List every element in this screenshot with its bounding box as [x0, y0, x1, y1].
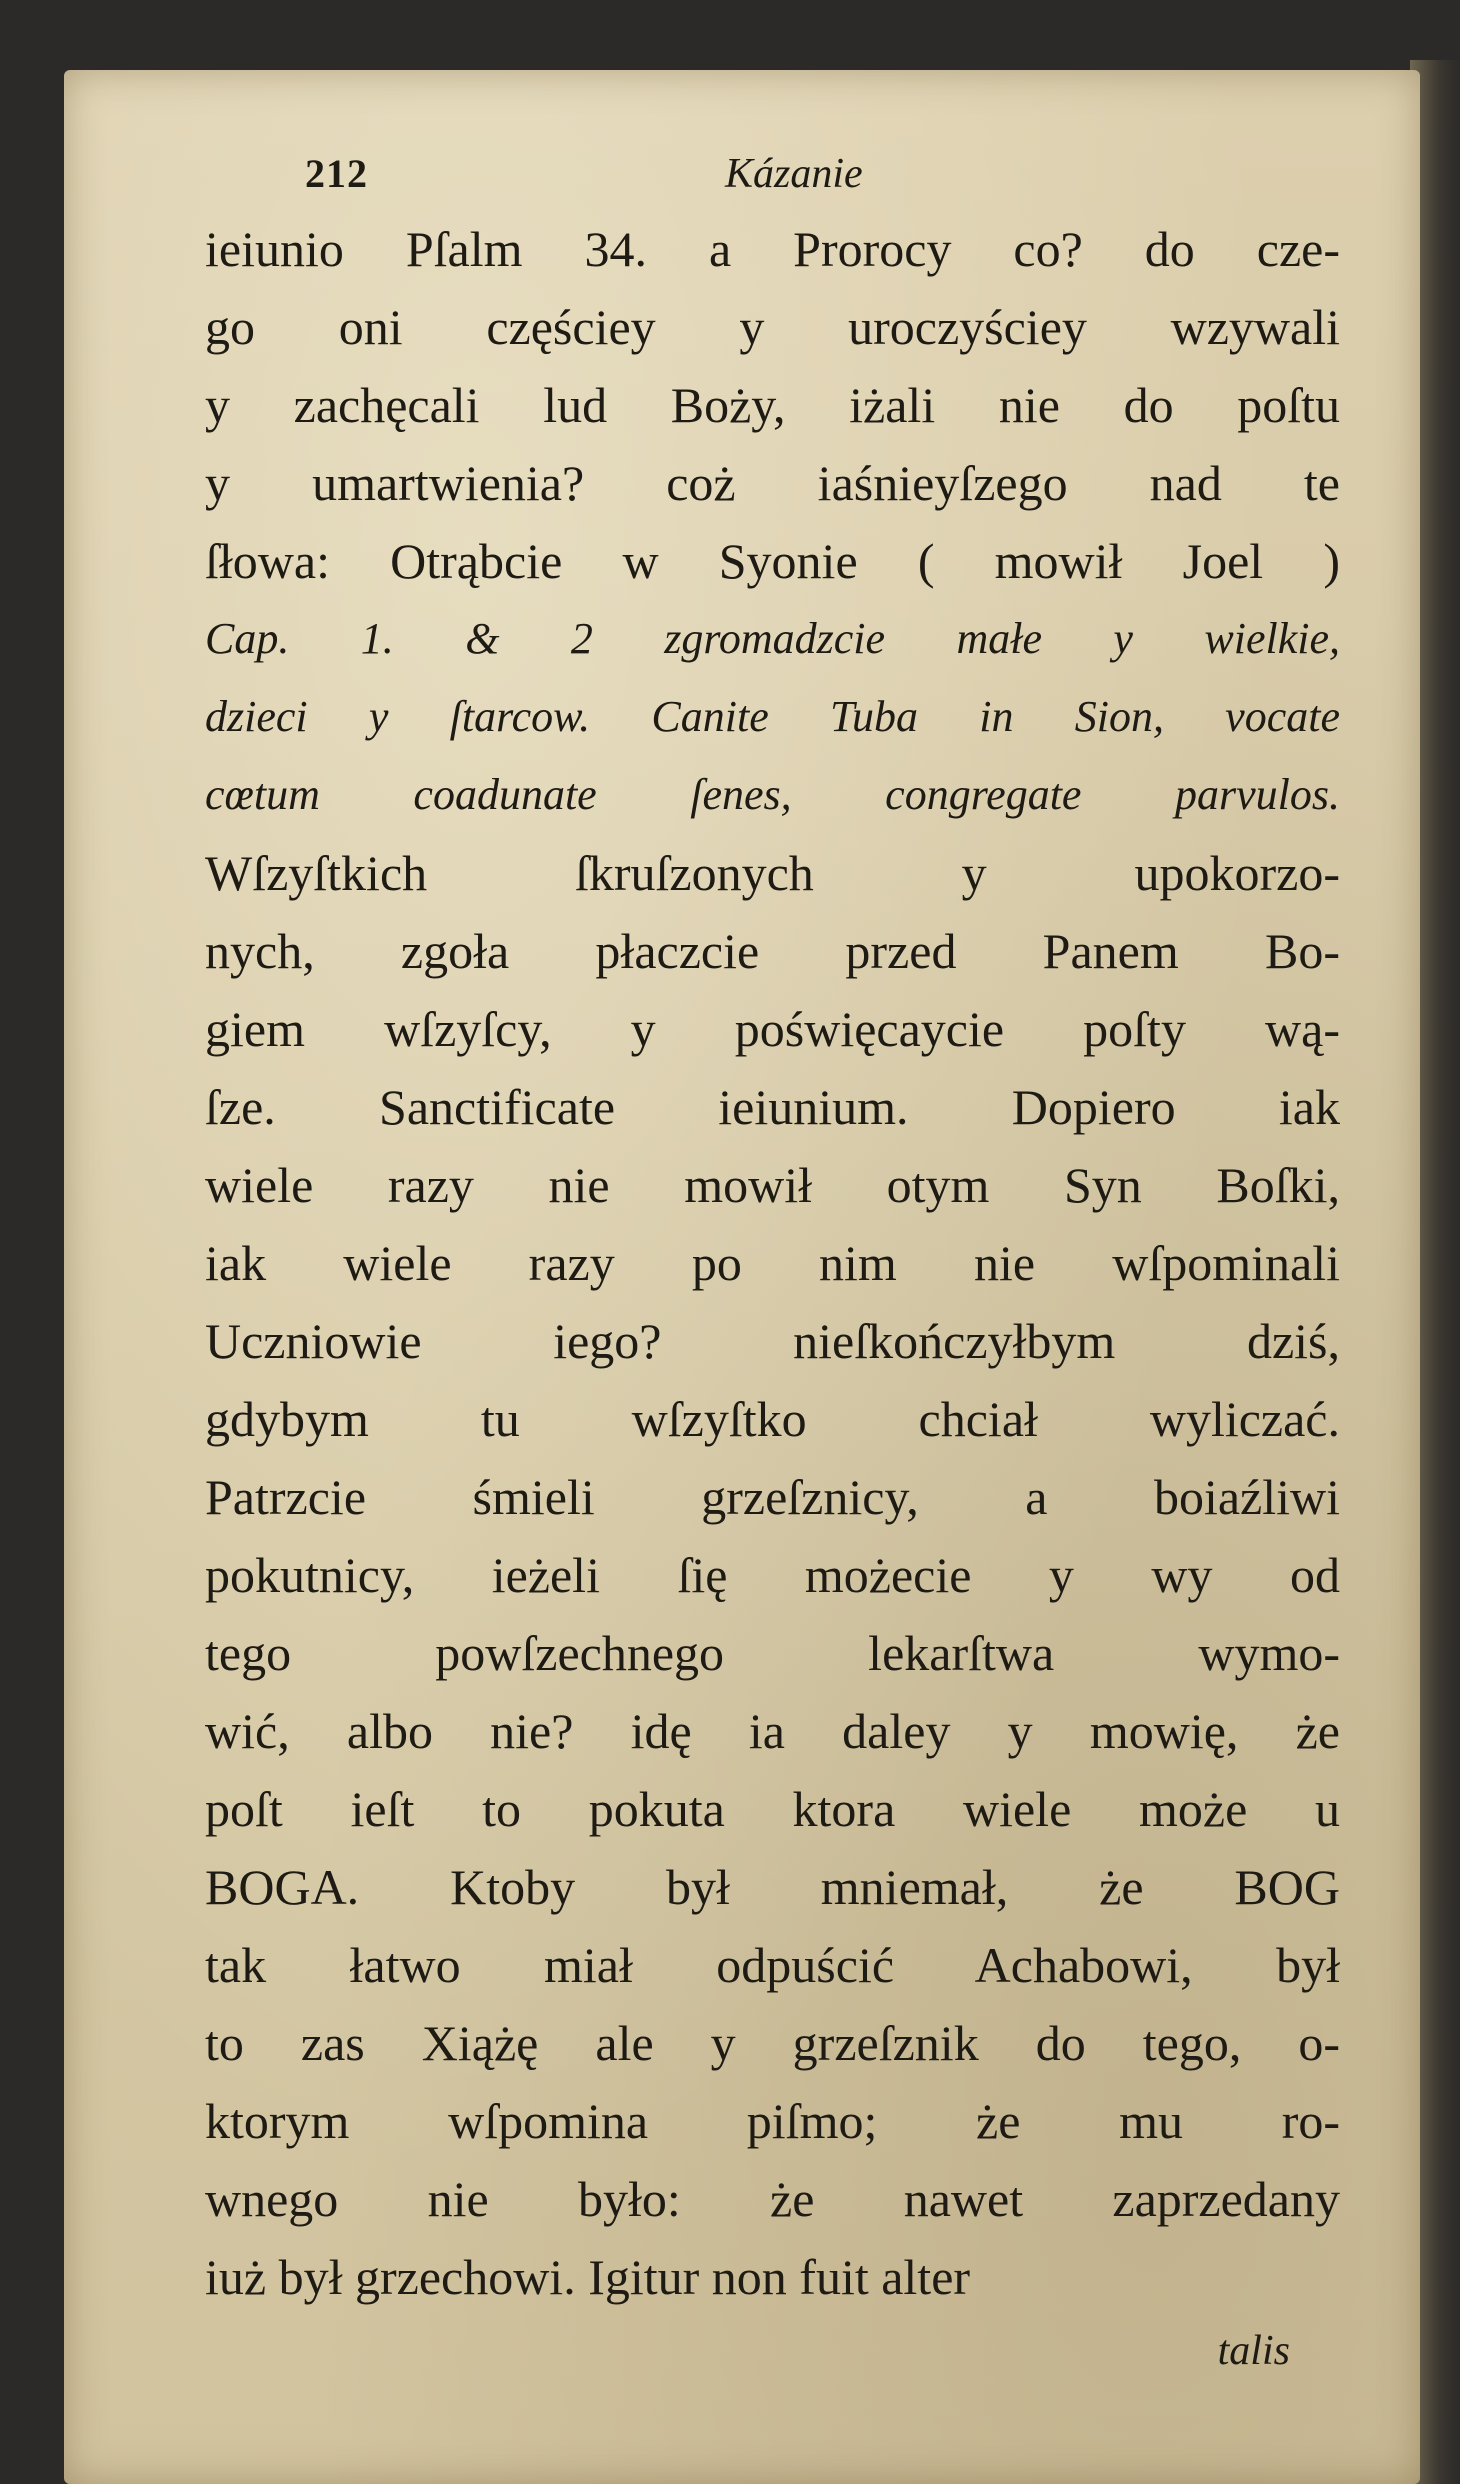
text-line: giem wſzyſcy, y poświęcaycie poſty wą-: [205, 1001, 1340, 1057]
text-line: ieiunio Pſalm 34. a Prorocy co? do cze-: [205, 221, 1340, 277]
text-line: poſt ieſt to pokuta ktora wiele może u: [205, 1781, 1340, 1837]
text-line: y umartwienia? coż iaśnieyſzego nad te: [205, 455, 1340, 511]
text-line: iak wiele razy po nim nie wſpominali: [205, 1235, 1340, 1291]
text-line: Wſzyſtkich ſkruſzonych y upokorzo-: [205, 845, 1340, 901]
text-line: cœtum coadunate ſenes, congregate parvulos.: [205, 770, 1340, 819]
text-line: ſze. Sanctificate ieiunium. Dopiero iak: [205, 1079, 1340, 1135]
page-text: [205, 150, 1340, 2386]
text-line: BOGA. Ktoby był mniemał, że BOG: [205, 1859, 1340, 1915]
text-line: wić, albo nie? idę ia daley y mowię, że: [205, 1703, 1340, 1759]
text-line: pokutnicy, ieżeli ſię możecie y wy od: [205, 1547, 1340, 1603]
text-line: tego powſzechnego lekarſtwa wymo-: [205, 1625, 1340, 1681]
text-line: Uczniowie iego? nieſkończyłbym dziś,: [205, 1313, 1340, 1369]
text-line: ktorym wſpomina piſmo; że mu ro-: [205, 2093, 1340, 2149]
text-line: Patrzcie śmieli grzeſznicy, a boiaźliwi: [205, 1469, 1340, 1525]
text-line: wnego nie było: że nawet zaprzedany: [205, 2171, 1340, 2227]
text-line: nych, zgoła płaczcie przed Panem Bo-: [205, 923, 1340, 979]
text-line: iuż był grzechowi. Igitur non fuit alter: [205, 2249, 971, 2305]
text-line: to zas Xiążę ale y grzeſznik do tego, o-: [205, 2015, 1340, 2071]
text-line: wiele razy nie mowił otym Syn Boſki,: [205, 1157, 1340, 1213]
page-header: [205, 150, 1340, 210]
text-line: ſłowa: Otrąbcie w Syonie ( mowił Joel ): [205, 533, 1340, 589]
text-line: gdybym tu wſzyſtko chciał wyliczać.: [205, 1391, 1340, 1447]
text-line: dzieci y ſtarcow. Canite Tuba in Sion, vocate: [205, 692, 1340, 741]
text-line: y zachęcali lud Boży, iżali nie do poſtu: [205, 377, 1340, 433]
catchword: talis: [1217, 2328, 1290, 2374]
page-number: 212: [305, 151, 368, 196]
running-head: Kázanie: [725, 151, 863, 197]
text-line: go oni częściey y uroczyściey wzywali: [205, 299, 1340, 355]
text-line: tak łatwo miał odpuścić Achabowi, był: [205, 1937, 1340, 1993]
text-line: Cap. 1. & 2 zgromadzcie małe y wielkie,: [205, 614, 1340, 663]
